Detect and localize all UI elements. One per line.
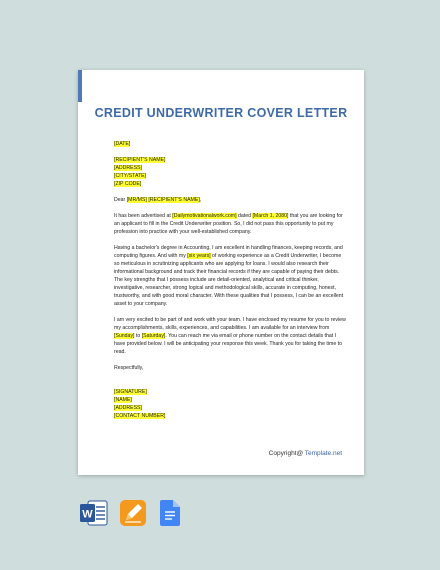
copyright-text: Copyright@ [268,450,304,457]
contact-number-field: [CONTACT NUMBER] [114,413,166,419]
recipient-block [114,156,346,188]
footer-copyright [269,450,342,457]
recipient-city-state-field: [CITY/STATE] [114,173,147,179]
advert-date-field: [March 1, 2080] [252,213,289,219]
document-title: CREDIT UNDERWRITER COVER LETTER [94,106,348,120]
salutation-suffix: , [199,197,202,203]
p3-text-3: . You can reach me via email or phone number on the contact details that I have provided below. I will be anticipating your response this week. Thank you for taking the time to read. [114,333,342,355]
p3-text-1: I am very excited to be part of and work with your team. I have enclosed my resume for you to review my accomplishments, skills, experiences, and capabilities. I am available for an interview from [114,317,346,331]
sender-address-field: [ADDRESS] [114,405,142,411]
brand-text: Template.net [303,450,342,457]
website-field: [Dailymotivationalwork.com] [172,213,237,219]
recipient-name-field: [RECIPIENT'S NAME] [114,157,166,163]
paragraph-2 [114,244,346,308]
salutation-title-field: [MR/MS] [126,197,147,203]
signature-field: [SIGNATURE] [114,389,147,395]
availability-end-field: [Saturday] [141,333,166,339]
paragraph-3 [114,316,346,356]
svg-text:W: W [82,508,93,521]
paragraph-1 [114,212,346,236]
p1-text-3: that you are looking for an applicant to fill in the Credit Underwriter position. So, I did not pass this opportunity to put my profession into practice with your well-established company. [114,213,343,235]
p2-text-1: Having a bachelor's degree in Accounting, I am excellent in handling finances, keeping records, and computing figures. And with my [114,245,343,259]
date-field: [DATE] [114,141,131,147]
signature-block [114,388,346,420]
recipient-zip-field: [ZIP CODE] [114,181,142,187]
salutation-name-field: [RECIPIENT'S NAME] [148,197,200,203]
p1-text-1: It has been advertised at [114,213,173,219]
google-docs-icon[interactable] [160,500,180,531]
closing: Respectfully, [114,365,144,371]
availability-start-field: [Sunday] [114,333,135,339]
word-icon[interactable] [80,500,108,531]
pages-icon[interactable] [120,500,146,531]
salutation [114,196,346,204]
p1-text-2: dated [236,213,253,219]
accent-bar [78,70,82,102]
p2-text-2: of working experience as a Credit Underwriter, I become so meticulous in scrutinizing applicants who are applying for loans. I would also research their informational background and track their financial records if they are capable of paying their debts. The key strengths that I possess include are detail-oriented, analytical and critical thinker, investigative, researcher, strong logical and methodological skills, accurate in computing, honest, trustworthy, and with good moral character. With these qualities that I possess, I can be an excellent asset to your company. [114,253,344,307]
recipient-address-field: [ADDRESS] [114,165,142,171]
p3-text-2: to [134,333,142,339]
experience-years-field: [six years] [187,253,211,259]
salutation-prefix: Dear [114,197,127,203]
letter-body [114,140,346,428]
sender-name-field: [NAME] [114,397,132,403]
document-page [78,70,364,475]
